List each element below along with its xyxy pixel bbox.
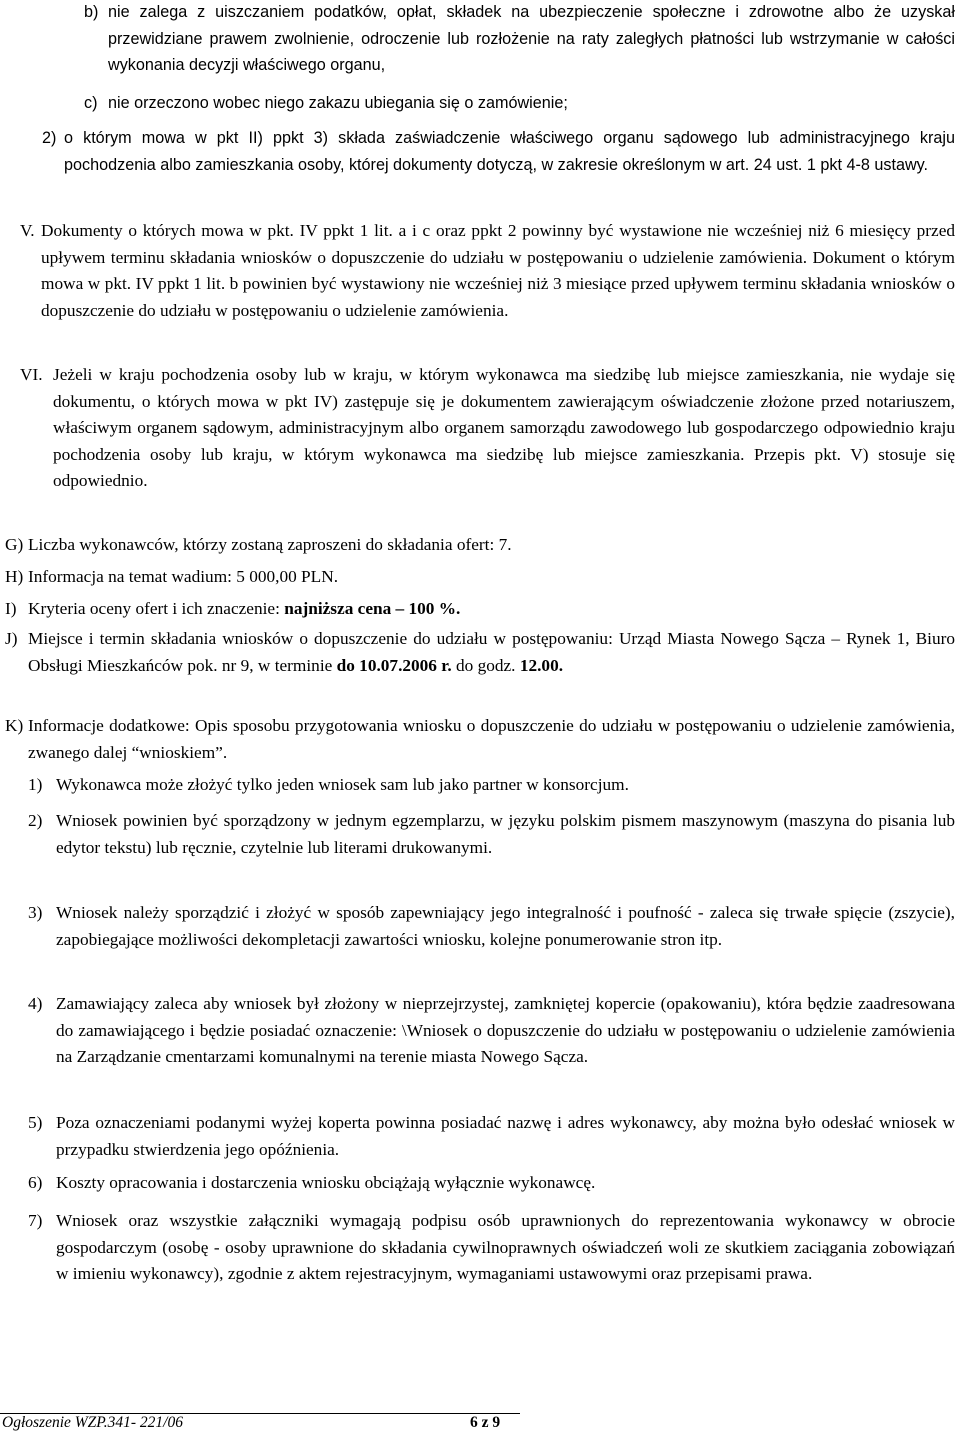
list-label: 7) (28, 1211, 43, 1230)
list-item: Poza oznaczeniami podanymi wyżej koperta powinna posiadać nazwę i adres wykonawcy, aby można było odesłać wniosek w przypadku stwierdzenia jego opóźnienia. (56, 1113, 955, 1159)
page-footer (0, 1410, 960, 1438)
paragraph-section-vi: Jeżeli w kraju pochodzenia osoby lub w kraju, w którym wykonawca ma siedzibę lub miejsce zamieszkania, nie wydaje się dokumentu, o których mowa w pkt IV) zastępuje się je dokumentem zawierającym oświadczenie złożone przed notariuszem, właściwym organem sądowym, administracyjnym albo organem samorządu zawodowego lub gospodarczego odpowiednio kraju pochodzenia osoby lub kraju, w którym wykonawca ma siedzibę lub miejsce zamieszkania. Przepis pkt. V) stosuje się odpowiednio. (53, 365, 955, 490)
paragraph-section-h: Informacja na temat wadium: 5 000,00 PLN. (28, 567, 339, 586)
criteria-value: najniższa cena – 100 %. (284, 599, 461, 618)
document-reference: Ogłoszenie WZP.341- 221/06 (2, 1414, 183, 1431)
section-label: H) (5, 567, 24, 586)
list-label: 2) (42, 129, 57, 147)
list-item: Wniosek należy sporządzić i złożyć w sposób zapewniający jego integralność i poufność - zaleca się trwałe spięcie (zszycie), zapobiegające możliwości dekompletacji zawartości wniosku, kolejne ponumerowanie stron itp. (56, 903, 955, 949)
list-label: 5) (28, 1113, 43, 1132)
paragraph-b: nie zalega z uiszczaniem podatków, opłat, składek na ubezpieczenie społeczne i zdrowotne albo że uzyskał przewidziane prawem zwolnienie, odroczenie lub rozłożenie na raty zaległych płatności lub wstrzymanie w całości wykonania decyzji właściwego organu, (108, 3, 955, 74)
deadline-text-2: do godz. (451, 655, 520, 675)
list-item: Wniosek oraz wszystkie załączniki wymagają podpisu osób uprawnionych do reprezentowania wykonawcy w obrocie gospodarczym (osobę - osoby uprawnione do składania cywilnoprawnych oświadczeń woli ze skutkiem zaciągania zobowiązań w imieniu wykonawcy), zgodnie z aktem rejestracyjnym, wymaganiami ustawowymi oraz przepisami prawa. (56, 1211, 955, 1283)
list-label: 1) (28, 775, 43, 794)
section-label: J) (5, 629, 18, 648)
page-number: 6 z 9 (470, 1414, 501, 1431)
deadline-date: do 10.07.2006 r. (336, 655, 452, 675)
list-label: 3) (28, 903, 43, 922)
list-label: b) (84, 3, 99, 21)
deadline-text: Miejsce i termin składania wniosków o dopuszczenie do udziału w postępowaniu: Urząd Miasta Nowego Sącza – Rynek 1, Biuro Obsługi Mieszkańców pok. nr 9, w terminie (28, 629, 955, 675)
paragraph-section-j (28, 626, 955, 679)
paragraph-section-g: Liczba wykonawców, którzy zostaną zaproszeni do składania ofert: 7. (28, 535, 512, 554)
list-item: Koszty opracowania i dostarczenia wniosku obciążają wyłącznie wykonawcę. (56, 1173, 596, 1192)
list-label: 6) (28, 1173, 43, 1192)
list-label: c) (84, 94, 98, 112)
list-item: Zamawiający zaleca aby wniosek był złożony w nieprzejrzystej, zamkniętej kopercie (opakowaniu), która będzie zaadresowana do zamawiającego i będzie posiadać oznaczenie: \Wniosek o dopuszczenie do udziału w postępowaniu o udzielenie zamówienia na Zarządzanie cmentarzami komunalnymi na terenie miasta Nowego Sącza. (56, 994, 955, 1066)
list-item: Wykonawca może złożyć tylko jeden wniosek sam lub jako partner w konsorcjum. (56, 775, 629, 794)
paragraph-item-2: o którym mowa w pkt II) ppkt 3) składa zaświadczenie właściwego organu sądowego lub administracyjnego kraju pochodzenia albo zamieszkania osoby, której dokumenty dotyczą, w zakresie określonym w art. 24 ust. 1 pkt 4-8 ustawy. (64, 129, 955, 174)
list-label: 4) (28, 994, 43, 1013)
list-item: Wniosek powinien być sporządzony w jednym egzemplarzu, w języku polskim pismem maszynowym (maszyna do pisania lub edytor tekstu) lub ręcznie, czytelnie lub literami drukowanymi. (56, 811, 955, 857)
section-label: V. (20, 221, 35, 240)
deadline-time: 12.00. (519, 655, 564, 675)
section-label: VI. (20, 365, 43, 384)
list-label: 2) (28, 811, 43, 830)
section-label: K) (5, 716, 24, 735)
paragraph-section-i (28, 596, 955, 623)
paragraph-c: nie orzeczono wobec niego zakazu ubiegania się o zamówienie; (108, 94, 568, 112)
section-label: G) (5, 535, 24, 554)
criteria-text: Kryteria oceny ofert i ich znaczenie: (28, 599, 285, 618)
paragraph-section-k: Informacje dodatkowe: Opis sposobu przygotowania wniosku o dopuszczenie do udziału w postępowaniu o udzielenie zamówienia, zwanego dalej “wnioskiem”. (28, 716, 955, 762)
section-label: I) (5, 599, 17, 618)
paragraph-section-v: Dokumenty o których mowa w pkt. IV ppkt 1 lit. a i c oraz ppkt 2 powinny być wystawione nie wcześniej niż 6 miesięcy przed upływem terminu składania wniosków o dopuszczenie do udziału w postępowaniu o udzielenie zamówienia. Dokument o którym mowa w pkt. IV ppkt 1 lit. b powinien być wystawiony nie wcześniej niż 3 miesiące przed upływem terminu składania wniosków o dopuszczenie do udziału w postępowaniu o udzielenie zamówienia. (41, 221, 955, 320)
